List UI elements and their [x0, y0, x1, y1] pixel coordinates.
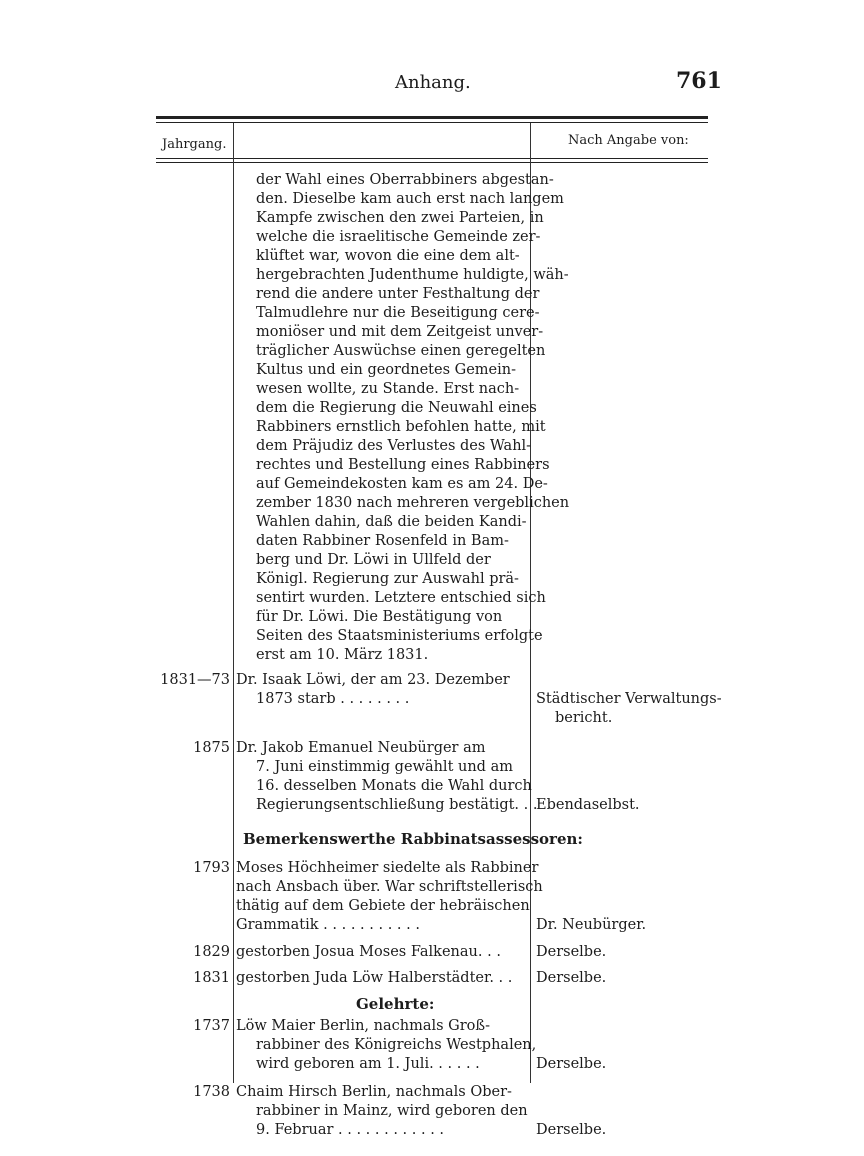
text-line: rend die andere unter Festhaltung der	[256, 286, 540, 302]
text-line: berg und Dr. Löwi in Ullfeld der	[256, 552, 491, 568]
text-line: der Wahl eines Oberrabbiners abgestan-	[256, 172, 554, 188]
column-header-rule	[156, 158, 708, 159]
text-line: gestorben Juda Löw Halberstädter. . .	[236, 970, 513, 986]
text-line: den. Dieselbe kam auch erst nach langem	[256, 191, 564, 207]
column-header-rule-2	[156, 162, 708, 163]
section-heading: Gelehrte:	[356, 995, 435, 1013]
text-line: Rabbiners ernstlich befohlen hatte, mit	[256, 419, 546, 435]
text-line: rabbiner des Königreichs Westphalen,	[256, 1037, 537, 1053]
entry-year: 1793	[193, 860, 230, 876]
text-line: gestorben Josua Moses Falkenau. . .	[236, 944, 501, 960]
text-line: Chaim Hirsch Berlin, nachmals Ober-	[236, 1084, 512, 1100]
text-line: Löw Maier Berlin, nachmals Groß-	[236, 1018, 490, 1034]
text-line: daten Rabbiner Rosenfeld in Bam-	[256, 533, 509, 549]
entry-source: Derselbe.	[536, 1056, 607, 1072]
text-line: Seiten des Staatsministeriums erfolgte	[256, 628, 543, 644]
entry-source: Derselbe.	[536, 1122, 607, 1138]
text-line: thätig auf dem Gebiete der hebräischen	[236, 898, 530, 914]
entry-year: 1738	[193, 1084, 230, 1100]
text-line: 9. Februar . . . . . . . . . . . .	[256, 1122, 445, 1138]
entry-source: Derselbe.	[536, 970, 607, 986]
entry-year: 1737	[193, 1018, 230, 1034]
text-line: klüftet war, wovon die eine dem alt-	[256, 248, 520, 264]
header-rule-thin	[156, 122, 708, 123]
text-line: 7. Juni einstimmig gewählt und am	[256, 759, 513, 775]
entry-source: Dr. Neubürger.	[536, 917, 647, 933]
text-line: Dr. Isaak Löwi, der am 23. Dezember	[236, 672, 510, 688]
text-line: Talmudlehre nur die Beseitigung cere-	[256, 305, 540, 321]
text-line: zember 1830 nach mehreren vergeblichen	[256, 495, 570, 511]
entry-year: 1875	[193, 740, 230, 756]
entry-year: 1831—73	[160, 672, 230, 688]
entry-source: bericht.	[555, 710, 613, 726]
text-line: dem die Regierung die Neuwahl eines	[256, 400, 537, 416]
text-line: dem Präjudiz des Verlustes des Wahl-	[256, 438, 532, 454]
text-line: Wahlen dahin, daß die beiden Kandi-	[256, 514, 527, 530]
entry-source: Städtischer Verwaltungs-	[536, 691, 722, 707]
entry-year: 1829	[193, 944, 230, 960]
text-line: Grammatik . . . . . . . . . . .	[236, 917, 420, 933]
text-line: Kampfe zwischen den zwei Parteien, in	[256, 210, 544, 226]
column-divider-year	[233, 123, 234, 1083]
entry-source: Ebendaselbst.	[536, 797, 640, 813]
text-line: rabbiner in Mainz, wird geboren den	[256, 1103, 528, 1119]
text-line: erst am 10. März 1831.	[256, 647, 429, 663]
header-rule-thick	[156, 116, 708, 119]
text-line: Regierungsentschließung bestätigt. . .	[256, 797, 538, 813]
text-line: Königl. Regierung zur Auswahl prä-	[256, 571, 519, 587]
text-line: Dr. Jakob Emanuel Neubürger am	[236, 740, 486, 756]
running-header: Anhang.	[395, 72, 471, 93]
text-line: 16. desselben Monats die Wahl durch	[256, 778, 532, 794]
text-line: sentirt wurden. Letztere entschied sich	[256, 590, 546, 606]
text-line: Kultus und ein geordnetes Gemein-	[256, 362, 516, 378]
entry-source: Derselbe.	[536, 944, 607, 960]
text-line: moniöser und mit dem Zeitgeist unver-	[256, 324, 544, 340]
text-line: wesen wollte, zu Stande. Erst nach-	[256, 381, 520, 397]
text-line: auf Gemeindekosten kam es am 24. De-	[256, 476, 548, 492]
text-line: Moses Höchheimer siedelte als Rabbiner	[236, 860, 539, 876]
entry-year: 1831	[193, 970, 230, 986]
text-line: rechtes und Bestellung eines Rabbiners	[256, 457, 550, 473]
page-number: 761	[676, 68, 722, 94]
text-line: träglicher Auswüchse einen geregelten	[256, 343, 546, 359]
text-line: 1873 starb . . . . . . . .	[256, 691, 410, 707]
section-heading: Bemerkenswerthe Rabbinatsassessoren:	[243, 830, 583, 848]
column-header-year: Jahrgang.	[162, 137, 227, 152]
text-line: nach Ansbach über. War schriftstellerisch	[236, 879, 543, 895]
text-line: wird geboren am 1. Juli. . . . . .	[256, 1056, 480, 1072]
text-line: hergebrachten Judenthume huldigte, wäh-	[256, 267, 569, 283]
text-line: für Dr. Löwi. Die Bestätigung von	[256, 609, 503, 625]
text-line: welche die israelitische Gemeinde zer-	[256, 229, 541, 245]
column-header-source: Nach Angabe von:	[568, 133, 689, 148]
